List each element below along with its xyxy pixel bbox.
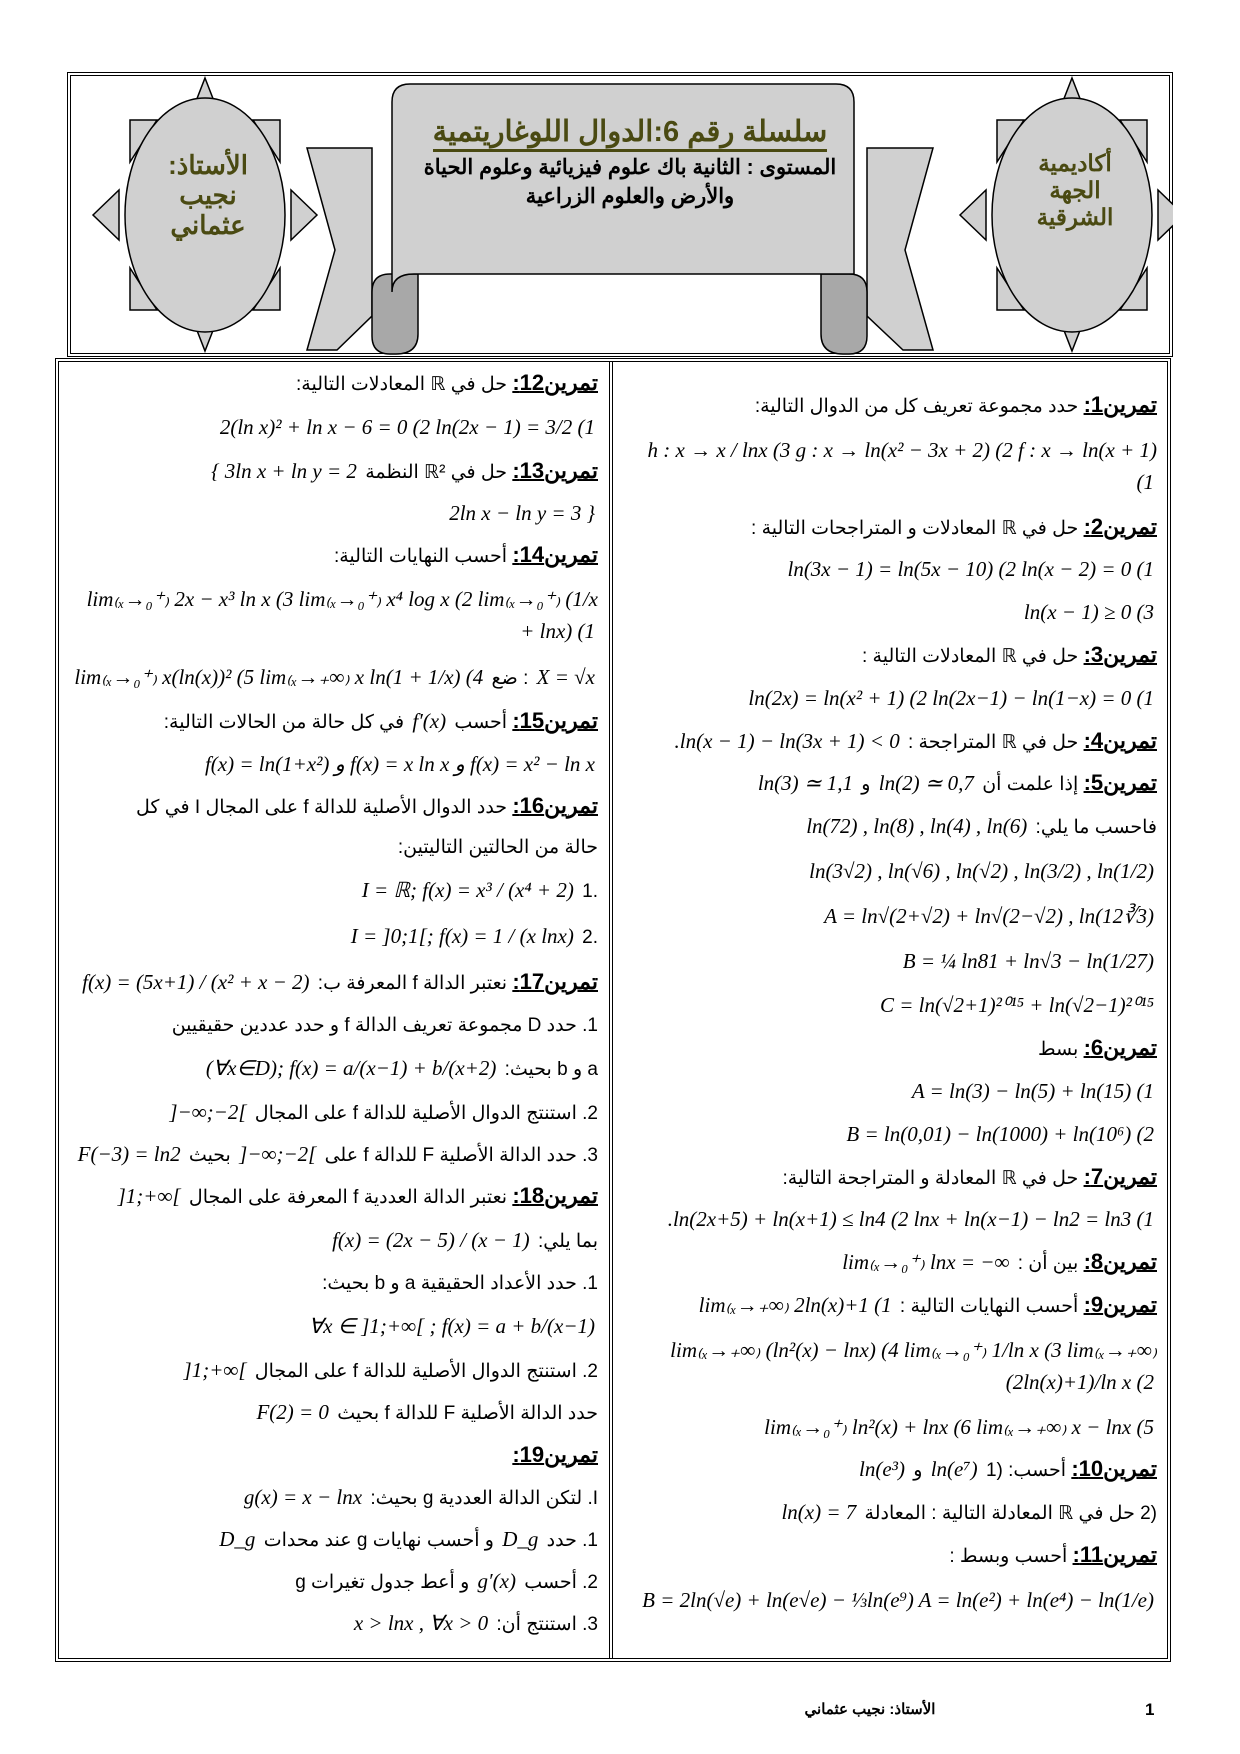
triangle-icon — [93, 190, 119, 240]
math-expression: ln(3) ≃ 1,1 — [757, 771, 853, 796]
exercise-line — [68, 835, 598, 861]
instruction-text: حالة من الحالتين التاليتين: — [397, 836, 598, 858]
exercise-line — [68, 1484, 598, 1512]
math-expression: B = 2ln(√e) + ln(e√e) − ⅓ln(e⁹) A = ln(e²) + ln(e⁴) − ln(1/e) — [642, 1587, 1154, 1612]
instruction-text: 3. حدد الدالة الأصلية F للدالة f على — [324, 1145, 598, 1167]
instruction-text: أحسب وبسط : — [949, 1545, 1068, 1567]
exercise-line — [625, 556, 1157, 584]
exercise-title: تمرين3: — [1083, 641, 1157, 667]
exercise-line — [625, 946, 1157, 978]
exercise-line — [625, 903, 1157, 931]
math-expression: h : x → x / lnx (3 g : x → ln(x² − 3x + 2) (2 f : x → ln(x + 1) (1 — [647, 437, 1157, 494]
exercise-title: تمرين7: — [1083, 1163, 1157, 1189]
math-expression: ]1;+∞[ — [183, 1358, 247, 1383]
exercise-heading-line — [625, 728, 1157, 756]
exercise-line — [625, 1499, 1157, 1527]
math-expression: C = ln(√2+1)²⁰¹⁵ + ln(√2−1)²⁰¹⁵ — [879, 993, 1154, 1018]
exercise-line — [625, 1206, 1157, 1234]
exercise-line — [625, 992, 1157, 1020]
math-expression: (∀x∈D); f(x) = a/(x−1) + b/(x+2) — [205, 1055, 497, 1080]
exercise-title: تمرين12: — [512, 370, 598, 395]
exercise-line — [68, 921, 598, 953]
academy-line: الشرقية — [1036, 204, 1114, 230]
triangle-icon — [960, 190, 986, 240]
academy-line: الجهة — [1049, 177, 1101, 203]
exercise-title: تمرين11: — [1072, 1541, 1157, 1567]
instruction-text: أحسب — [454, 712, 508, 734]
exercise-title: تمرين1: — [1083, 392, 1157, 417]
instruction-text: في كل حالة من الحالات التالية: — [163, 712, 405, 734]
instruction-text: بين أن : — [1017, 1253, 1079, 1275]
math-expression: g′(x) — [477, 1568, 516, 1593]
exercise-heading-line — [625, 514, 1157, 542]
exercise-title: تمرين10: — [1071, 1456, 1157, 1482]
exercise-title: تمرين2: — [1083, 513, 1157, 539]
instruction-text: : ضع — [491, 668, 529, 690]
exercise-heading-line — [68, 370, 598, 398]
math-expression: lim₍ₓ→₊∞₎ (ln²(x) − lnx) (4 lim₍ₓ→₀⁺₎ 1/ln x (3 lim₍ₓ→₊∞₎ (2ln(x)+1)/ln x (2 — [670, 1337, 1157, 1394]
exercise-line — [68, 662, 598, 694]
math-expression: ]1;+∞[ — [117, 1184, 181, 1209]
instruction-text: حدد الدوال الأصلية للدالة f على المجال I في كل — [135, 796, 508, 818]
exercise-heading-line — [625, 1542, 1157, 1570]
math-expression: B = ¼ ln81 + ln√3 − ln(1/27) — [902, 948, 1154, 973]
exercise-heading-line — [68, 793, 598, 821]
exercise-line — [68, 584, 598, 648]
exercise-title: تمرين19: — [512, 1441, 598, 1467]
exercise-heading-line — [68, 1183, 598, 1211]
math-expression: ln(x) = 7 — [781, 1500, 857, 1525]
teacher-first-name: نجيب — [179, 180, 237, 210]
exercise-line — [68, 1399, 598, 1427]
exercise-line — [68, 1141, 598, 1169]
triangle-icon — [1158, 190, 1173, 240]
scroll-curl-right — [821, 274, 867, 354]
math-expression: ln(2x) = ln(x² + 1) (2 ln(2x−1) − ln(1−x) = 0 (1 — [748, 685, 1154, 710]
exercise-heading-line — [68, 458, 598, 486]
instruction-text: حدد مجموعة تعريف كل من الدوال التالية: — [754, 396, 1079, 417]
instruction-text: حل في ℝ المعادلات و المتراجحات التالية : — [751, 517, 1079, 539]
instruction-text: نعتبر الدالة العددية f المعرفة على المجال — [188, 1187, 508, 1209]
exercise-line — [68, 875, 598, 907]
exercise-line — [68, 1311, 598, 1343]
math-expression: 2ln x − ln y = 3 } — [449, 501, 595, 526]
exercise-line — [625, 685, 1157, 713]
math-expression: ln(e³) — [859, 1457, 905, 1482]
exercise-title: تمرين18: — [512, 1183, 598, 1209]
math-expression: ln(3x − 1) = ln(5x − 10) (2 ln(x − 2) = 0 (1 — [787, 557, 1154, 582]
instruction-text: 1. حدد — [546, 1529, 598, 1551]
exercise-line — [68, 1610, 598, 1638]
exercise-line — [68, 1225, 598, 1257]
instruction-text: فاحسب ما يلي: — [1035, 817, 1157, 839]
exercise-heading-line — [625, 1035, 1157, 1063]
math-expression: D_g — [502, 1526, 539, 1551]
math-expression: x > lnx , ∀x > 0 — [353, 1610, 489, 1635]
right-column — [625, 392, 1157, 1617]
exercise-title: تمرين6: — [1083, 1035, 1157, 1061]
exercise-line — [68, 1568, 598, 1596]
math-expression: f(x) = (5x+1) / (x² + x − 2) — [82, 969, 310, 994]
instruction-text: حل في ℝ المعادلات التالية: — [296, 374, 508, 395]
math-expression: lim₍ₓ→₀⁺₎ x(ln(x))² (5 lim₍ₓ→₊∞₎ x ln(1 + 1/x) (4 — [74, 665, 484, 690]
exercise-title: تمرين9: — [1083, 1291, 1157, 1317]
exercise-line — [625, 435, 1157, 499]
math-expression: X = √x — [536, 665, 595, 690]
math-expression: .ln(x − 1) − ln(3x + 1) < 0 — [674, 728, 900, 753]
math-expression: g(x) = x − lnx — [243, 1484, 363, 1509]
instruction-text: بما يلي: — [537, 1231, 598, 1253]
instruction-text: حل في ℝ المتراجحة : — [908, 731, 1079, 753]
math-expression: ln(3√2) , ln(√6) , ln(√2) , ln(3/2) , ln(1/2) — [809, 858, 1154, 883]
exercise-line — [625, 1335, 1157, 1399]
math-expression: ln(72) , ln(8) , ln(4) , ln(6) — [806, 814, 1028, 839]
instruction-text: إذا علمت أن — [982, 774, 1079, 796]
math-expression: 2(ln x)² + ln x − 6 = 0 (2 ln(2x − 1) = 3/2 (1 — [219, 415, 595, 440]
instruction-text: 2. أحسب — [524, 1571, 598, 1593]
academy-name — [1005, 150, 1145, 231]
exercise-line — [625, 1121, 1157, 1149]
math-expression: lim₍ₓ→₀⁺₎ 2x − x³ ln x (3 lim₍ₓ→₀⁺₎ x⁴ log x (2 lim₍ₓ→₀⁺₎ (1/x + lnx) (1 — [86, 587, 598, 644]
math-expression: A = ln√(2+√2) + ln√(2−√2) , ln(12∛3) — [824, 903, 1154, 928]
exercise-line — [625, 1078, 1157, 1106]
math-expression: I = ℝ; f(x) = x³ / (x⁴ + 2) — [361, 877, 574, 902]
exercise-title: تمرين13: — [512, 458, 598, 484]
math-expression: ln(x − 1) ≥ 0 (3 — [1023, 600, 1154, 625]
instruction-text: حل في ℝ المعادلات التالية : — [861, 645, 1079, 667]
teacher-last-name: عثماني — [170, 210, 246, 240]
instruction-text: 2. استنتج الدوال الأصلية للدالة f على المجال — [254, 1103, 598, 1124]
instruction-text: حدد الدالة الأصلية F للدالة f بحيث — [337, 1403, 598, 1425]
math-expression: .ln(2x+5) + ln(x+1) ≤ ln4 (2 lnx + ln(x−1) − ln2 = ln3 (1 — [667, 1207, 1154, 1232]
exercise-title: تمرين16: — [512, 792, 598, 818]
footer-teacher: الأستاذ: نجيب عثماني — [804, 1701, 936, 1718]
exercise-heading-line — [625, 1456, 1157, 1484]
exercise-heading-line — [625, 1164, 1157, 1192]
instruction-text: I. لتكن الدالة العددية g بحيث: — [370, 1487, 598, 1509]
exercise-title: تمرين8: — [1083, 1249, 1157, 1275]
exercise-title: تمرين17: — [512, 968, 598, 994]
column-divider — [609, 362, 613, 1658]
exercise-line — [68, 500, 598, 528]
exercise-heading-line — [625, 642, 1157, 670]
exercise-line — [68, 1013, 598, 1039]
math-expression: F(−3) = ln2 — [77, 1142, 181, 1167]
math-expression: ]−∞;−2[ — [239, 1142, 317, 1167]
instruction-text: حل في ℝ² النظمة — [365, 462, 508, 484]
instruction-text: و أعط جدول تغيرات g — [295, 1571, 470, 1593]
math-expression: ]−∞;−2[ — [169, 1100, 247, 1124]
instruction-text: .1 — [582, 880, 598, 902]
math-expression: lim₍ₓ→₀⁺₎ ln²(x) + lnx (6 lim₍ₓ→₊∞₎ x − lnx (5 — [764, 1414, 1154, 1439]
instruction-text: 1. حدد D مجموعة تعريف الدالة f و حدد عددين حقيقيين — [171, 1014, 598, 1036]
exercise-title: تمرين5: — [1083, 770, 1157, 796]
exercise-line — [68, 1357, 598, 1385]
exercise-heading-line — [68, 542, 598, 570]
instruction-text: أحسب النهايات التالية: — [333, 546, 508, 568]
instruction-text: أحسب: (1 — [985, 1460, 1067, 1482]
exercise-line — [625, 856, 1157, 888]
page-title: سلسلة رقم 6:الدوال اللوغاريتمية — [433, 115, 828, 152]
math-expression: ln(e⁷) — [930, 1457, 978, 1482]
exercise-line — [68, 1053, 598, 1085]
exercise-line — [625, 1414, 1157, 1442]
level-line-2: والأرض والعلوم الزراعية — [525, 185, 735, 208]
left-column — [68, 370, 598, 1638]
exercise-line — [625, 813, 1157, 841]
teacher-label: الأستاذ: — [168, 150, 248, 180]
math-expression: lim₍ₓ→₊∞₎ 2ln(x)+1 (1 — [698, 1292, 892, 1317]
triangle-icon — [291, 190, 317, 240]
exercise-heading-line — [625, 1249, 1157, 1277]
exercise-heading-line — [68, 708, 598, 736]
banner-ribbon-left — [307, 148, 372, 350]
exercise-line — [68, 751, 598, 779]
exercise-heading-line — [625, 392, 1157, 420]
math-expression: f′(x) — [412, 709, 447, 734]
exercise-heading-line — [625, 1292, 1157, 1320]
instruction-text: (2 حل في ℝ المعادلة التالية : المعادلة — [864, 1503, 1157, 1525]
exercise-title: تمرين15: — [512, 708, 598, 734]
scroll-curl-left — [372, 274, 418, 354]
instruction-text: حل في ℝ المعادلة و المتراجحة التالية: — [782, 1167, 1079, 1189]
instruction-text: 2. استنتج الدوال الأصلية للدالة f على المجال — [254, 1361, 598, 1383]
exercise-line — [68, 1271, 598, 1297]
math-expression: lim₍ₓ→₀⁺₎ lnx = −∞ — [842, 1250, 1010, 1275]
exercise-line — [68, 1526, 598, 1554]
level-line-1: المستوى : الثانية باك علوم فيزيائية وعلوم الحياة — [423, 156, 837, 179]
instruction-text: و — [861, 774, 871, 796]
instruction-text: 3. استنتج أن: — [496, 1613, 598, 1635]
exercise-title: تمرين4: — [1083, 727, 1157, 753]
academy-line: أكاديمية — [1038, 150, 1112, 176]
instruction-text: a و b بحيث: — [504, 1058, 598, 1080]
instruction-text: نعتبر الدالة f المعرفة ب: — [317, 972, 508, 994]
exercise-heading-line — [625, 770, 1157, 798]
math-expression: F(2) = 0 — [256, 1400, 329, 1425]
exercise-title: تمرين14: — [512, 542, 598, 568]
math-expression: I = ]0;1[; f(x) = 1 / (x lnx) — [350, 923, 574, 948]
math-expression: D_g — [219, 1526, 256, 1551]
math-expression: ln(2) ≃ 0,7 — [878, 771, 974, 796]
page-number: 1 — [1145, 1700, 1155, 1719]
math-expression: f(x) = ln(1+x²) و f(x) = x ln x و f(x) = x² − ln x — [204, 751, 595, 776]
exercise-heading-line — [68, 1442, 598, 1470]
instruction-text: بسط — [1038, 1039, 1079, 1061]
exercise-line — [625, 599, 1157, 627]
instruction-text: و — [913, 1460, 923, 1482]
exercise-line — [68, 412, 598, 444]
banner — [395, 115, 865, 210]
instruction-text: و أحسب نهايات g عند محدات — [263, 1529, 494, 1551]
instruction-text: أحسب النهايات التالية : — [899, 1295, 1079, 1317]
exercise-heading-line — [68, 967, 598, 999]
exercise-line — [625, 1585, 1157, 1617]
math-expression: f(x) = (2x − 5) / (x − 1) — [332, 1228, 530, 1253]
math-expression: { 3ln x + ln y = 2 — [211, 459, 357, 484]
math-expression: A = ln(3) − ln(5) + ln(15) (1 — [911, 1078, 1154, 1103]
instruction-text: .2 — [582, 926, 598, 948]
math-expression: ∀x ∈ ]1;+∞[ ; f(x) = a + b/(x−1) — [308, 1314, 595, 1339]
exercise-line — [68, 1099, 598, 1127]
instruction-text: بحيث — [188, 1145, 231, 1167]
instruction-text: 1. حدد الأعداد الحقيقية a و b بحيث: — [322, 1273, 598, 1295]
banner-ribbon-right — [867, 148, 933, 350]
math-expression: B = ln(0,01) − ln(1000) + ln(10⁶) (2 — [846, 1121, 1154, 1146]
teacher-name — [138, 150, 278, 240]
